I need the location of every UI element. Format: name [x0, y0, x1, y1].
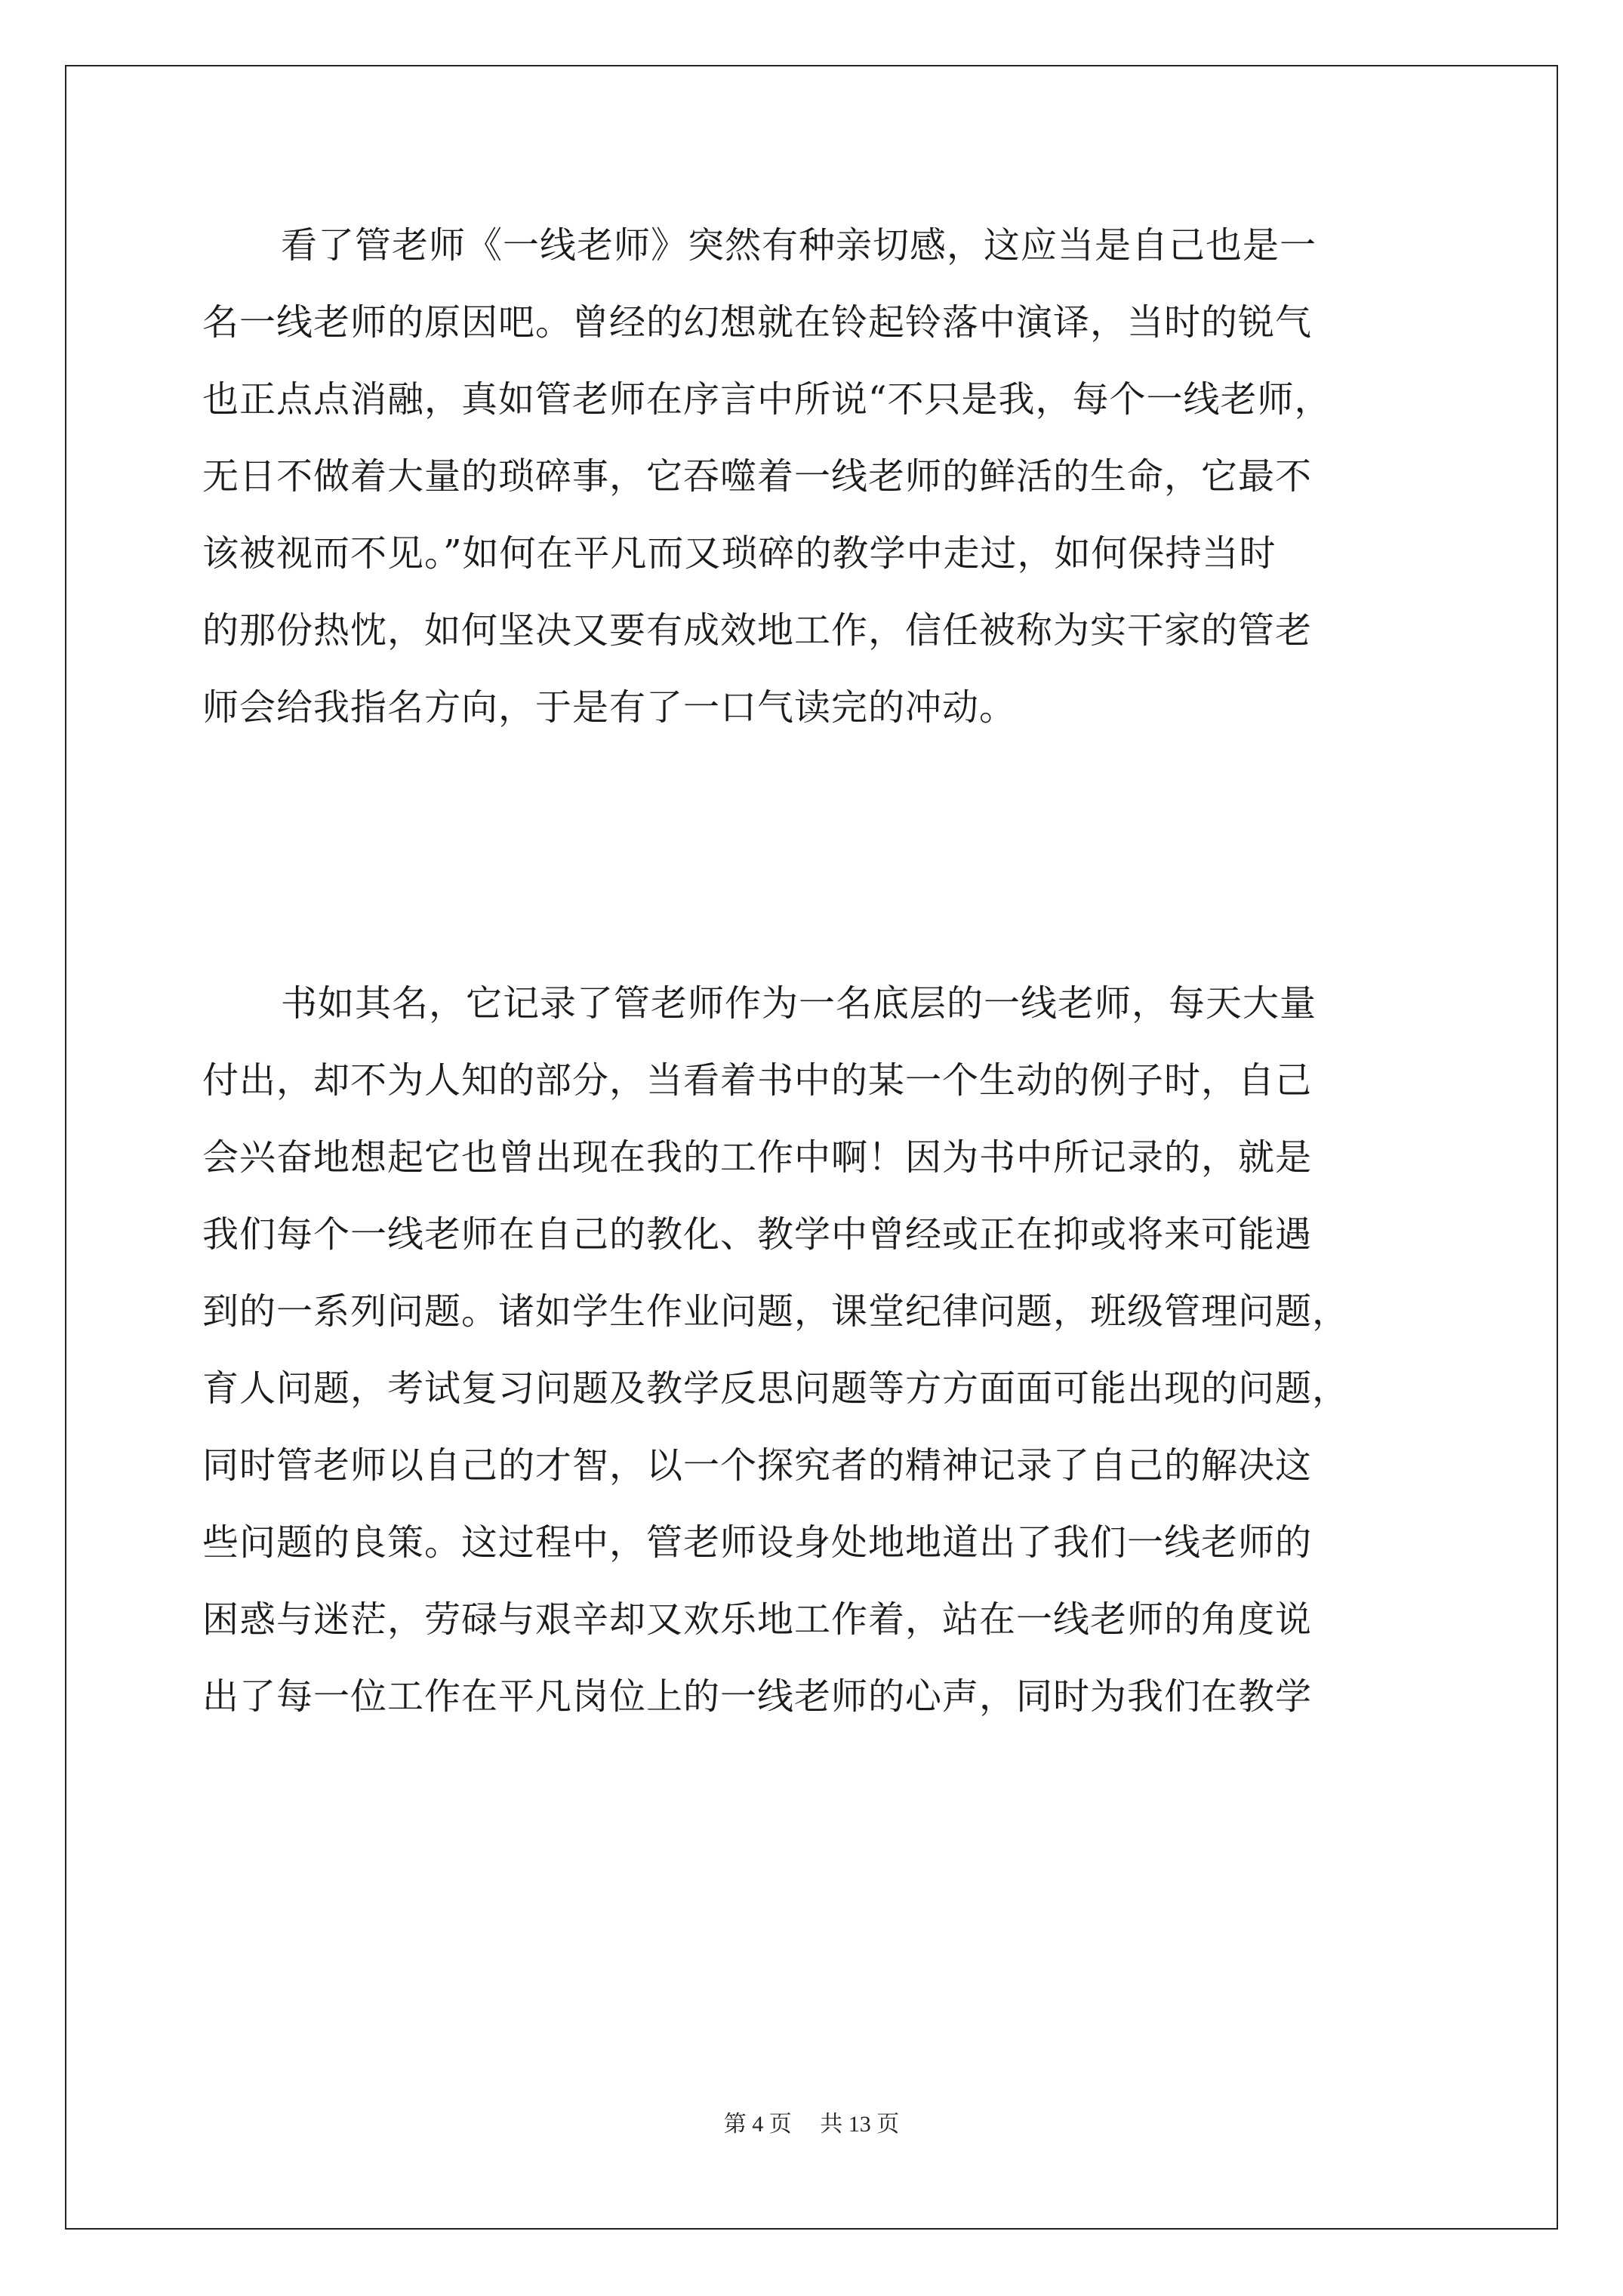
paragraph-2-line-2: 付出，却不为人知的部分，当看着书中的某一个生动的例子时，自己	[202, 1059, 1313, 1102]
paragraph-1-line-7: 师会给我指名方向，于是有了一口气读完的冲动。	[202, 686, 1017, 729]
page-number-footer: 第 4 页 共 13 页	[723, 2112, 900, 2137]
paragraph-2-line-7: 同时管老师以自己的才智，以一个探究者的精神记录了自己的解决这	[202, 1444, 1313, 1487]
paragraph-1-line-4: 无日不做着大量的琐碎事，它吞噬着一线老师的鲜活的生命，它最不	[202, 455, 1313, 498]
paragraph-1-line-1: 看了管老师《一线老师》突然有种亲切感，这应当是自己也是一	[281, 224, 1317, 267]
paragraph-2-line-1: 书如其名，它记录了管老师作为一名底层的一线老师，每天大量	[281, 982, 1317, 1025]
paragraph-1-line-2: 名一线老师的原因吧。曾经的幻想就在铃起铃落中演译，当时的锐气	[202, 301, 1313, 344]
paragraph-2-line-9: 困惑与迷茫，劳碌与艰辛却又欢乐地工作着，站在一线老师的角度说	[202, 1598, 1313, 1641]
paragraph-1-line-6: 的那份热忱，如何坚决又要有成效地工作，信任被称为实干家的管老	[202, 609, 1313, 652]
paragraph-2-line-6: 育人问题，考试复习问题及教学反思问题等方方面面可能出现的问题，	[202, 1367, 1350, 1410]
paragraph-1-line-3: 也正点点消融，真如管老师在序言中所说“不只是我，每个一线老师，	[202, 378, 1332, 421]
paragraph-2-line-3: 会兴奋地想起它也曾出现在我的工作中啊！因为书中所记录的，就是	[202, 1136, 1313, 1179]
paragraph-2-line-5: 到的一系列问题。诸如学生作业问题，课堂纪律问题，班级管理问题，	[202, 1290, 1350, 1333]
paragraph-1-line-5: 该被视而不见。”如何在平凡而又琐碎的教学中走过，如何保持当时	[202, 532, 1277, 575]
paragraph-2-line-4: 我们每个一线老师在自己的教化、教学中曾经或正在抑或将来可能遇	[202, 1213, 1313, 1256]
paragraph-2-line-10: 出了每一位工作在平凡岗位上的一线老师的心声，同时为我们在教学	[202, 1675, 1313, 1718]
paragraph-2-line-8: 些问题的良策。这过程中，管老师设身处地地道出了我们一线老师的	[202, 1521, 1313, 1564]
